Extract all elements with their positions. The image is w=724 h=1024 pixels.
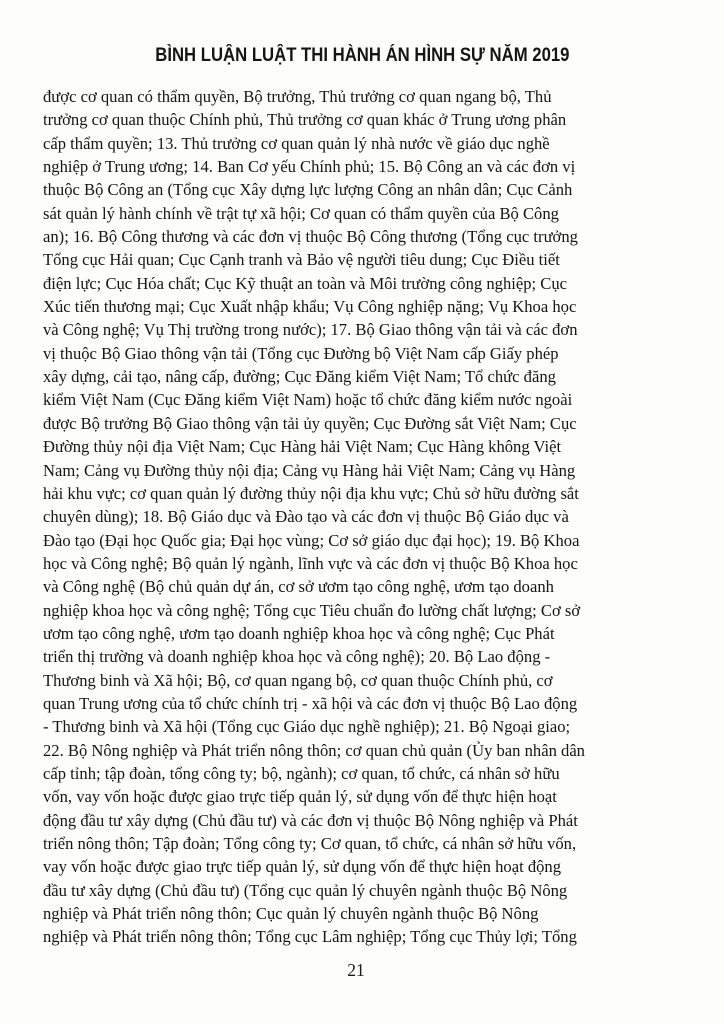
text-line: an); 16. Bộ Công thương và các đơn vị thuộc Bộ Công thương (Tổng cục trưởng [43, 227, 578, 247]
text-line: sát quản lý hành chính về trật tự xã hội; Cơ quan có thẩm quyền của Bộ Công [43, 203, 559, 223]
text-line: thuộc Bộ Công an (Tổng cục Xây dựng lực lượng Công an nhân dân; Cục Cảnh [43, 180, 573, 200]
running-header-title: BÌNH LUẬN LUẬT THI HÀNH ÁN HÌNH SỰ NĂM 2019 [154, 45, 570, 66]
text-line: nghiệp và Phát triển nông thôn; Cục quản lý chuyên ngành thuộc Bộ Nông [43, 904, 539, 924]
text-line: được Bộ trưởng Bộ Giao thông vận tải ủy quyền; Cục Đường sắt Việt Nam; Cục [43, 413, 577, 433]
text-line: xây dựng, cải tạo, nâng cấp, đường; Cục Đăng kiểm Việt Nam; Tổ chức đăng [43, 367, 556, 387]
text-line: vốn, vay vốn hoặc được giao trực tiếp quản lý, sử dụng vốn để thực hiện hoạt [43, 787, 557, 807]
text-line: nghiệp khoa học và công nghệ; Tổng cục Tiêu chuẩn đo lường chất lượng; Cơ sở [43, 600, 581, 620]
text-line: triển thị trường và doanh nghiệp khoa học và công nghệ); 20. Bộ Lao động - [43, 647, 551, 667]
text-line: đầu tư xây dựng (Chủ đầu tư) (Tổng cục quản lý chuyên ngành thuộc Bộ Nông [43, 880, 568, 900]
text-line: ươm tạo công nghệ, ươm tạo doanh nghiệp khoa học và công nghệ; Cục Phát [43, 623, 555, 643]
text-line: nghiệp và Phát triển nông thôn; Tổng cục Lâm nghiệp; Tổng cục Thủy lợi; Tổng [43, 927, 577, 947]
text-line: điện lực; Cục Hóa chất; Cục Kỹ thuật an toàn và Môi trường công nghiệp; Cục [43, 273, 567, 293]
body-text-block [43, 85, 683, 949]
text-line: triển nông thôn; Tập đoàn; Tổng công ty; Cơ quan, tổ chức, cá nhân sở hữu vốn, [43, 834, 577, 853]
text-line: - Thương binh và Xã hội (Tổng cục Giáo dục nghề nghiệp); 21. Bộ Ngoại giao; [43, 717, 571, 737]
text-line: Xúc tiến thương mại; Cục Xuất nhập khẩu; Vụ Công nghiệp nặng; Vụ Khoa học [43, 297, 577, 317]
page-number: 21 [347, 960, 365, 980]
text-line: động đầu tư xây dựng (Chủ đầu tư) và các đơn vị thuộc Bộ Nông nghiệp và Phát [43, 810, 578, 830]
text-line: vay vốn hoặc được giao trực tiếp quản lý, sử dụng vốn để thực hiện hoạt động [43, 857, 562, 877]
text-line: nghiệp ở Trung ương; 14. Ban Cơ yếu Chính phủ; 15. Bộ Công an và các đơn vị [43, 157, 576, 177]
running-header [0, 44, 724, 68]
text-line: Đường thủy nội địa Việt Nam; Cục Hàng hải Việt Nam; Cục Hàng không Việt [43, 437, 562, 457]
text-line: trưởng cơ quan thuộc Chính phủ, Thủ trưởng cơ quan khác ở Trung ương phân [43, 110, 567, 130]
text-line: 22. Bộ Nông nghiệp và Phát triển nông thôn; cơ quan chủ quản (Ủy ban nhân dân [43, 740, 585, 760]
text-line: cấp thẩm quyền; 13. Thủ trưởng cơ quan quản lý nhà nước về giáo dục nghề [43, 133, 550, 153]
text-line: học và Công nghệ; Bộ quản lý ngành, lĩnh vực và các đơn vị thuộc Bộ Khoa học [43, 553, 578, 573]
text-line: chuyên dùng); 18. Bộ Giáo dục và Đào tạo và các đơn vị thuộc Bộ Giáo dục và [43, 507, 569, 527]
text-line: và Công nghệ; Vụ Thị trường trong nước); 17. Bộ Giao thông vận tải và các đơn [43, 320, 578, 340]
text-line: Thương binh và Xã hội; Bộ, cơ quan ngang bộ, cơ quan thuộc Chính phủ, cơ [43, 670, 553, 690]
text-line: được cơ quan có thẩm quyền, Bộ trưởng, Thủ trưởng cơ quan ngang bộ, Thủ [43, 87, 552, 106]
text-line: vị thuộc Bộ Giao thông vận tải (Tổng cục Đường bộ Việt Nam cấp Giấy phép [43, 343, 559, 363]
text-line: Đào tạo (Đại học Quốc gia; Đại học vùng; Cơ sở giáo dục đại học); 19. Bộ Khoa [43, 530, 580, 550]
text-line: cấp tỉnh; tập đoàn, tổng công ty; bộ, ngành); cơ quan, tổ chức, cá nhân sở hữu [43, 763, 560, 783]
text-line: hải khu vực; cơ quan quản lý đường thủy nội địa khu vực; Chủ sở hữu đường sắt [43, 483, 579, 503]
text-line: Tổng cục Hải quan; Cục Cạnh tranh và Bảo vệ người tiêu dung; Cục Điều tiết [43, 250, 560, 270]
text-line: quan Trung ương của tổ chức chính trị - xã hội và các đơn vị thuộc Bộ Lao động [43, 693, 578, 713]
text-line: Nam; Cảng vụ Đường thủy nội địa; Cảng vụ Hàng hải Việt Nam; Cảng vụ Hàng [43, 460, 576, 480]
text-line: kiểm Việt Nam (Cục Đăng kiểm Việt Nam) hoặc tổ chức đăng kiểm nước ngoài [43, 390, 573, 410]
text-line: và Công nghệ (Bộ chủ quản dự án, cơ sở ươm tạo công nghệ, ươm tạo doanh [43, 577, 554, 597]
